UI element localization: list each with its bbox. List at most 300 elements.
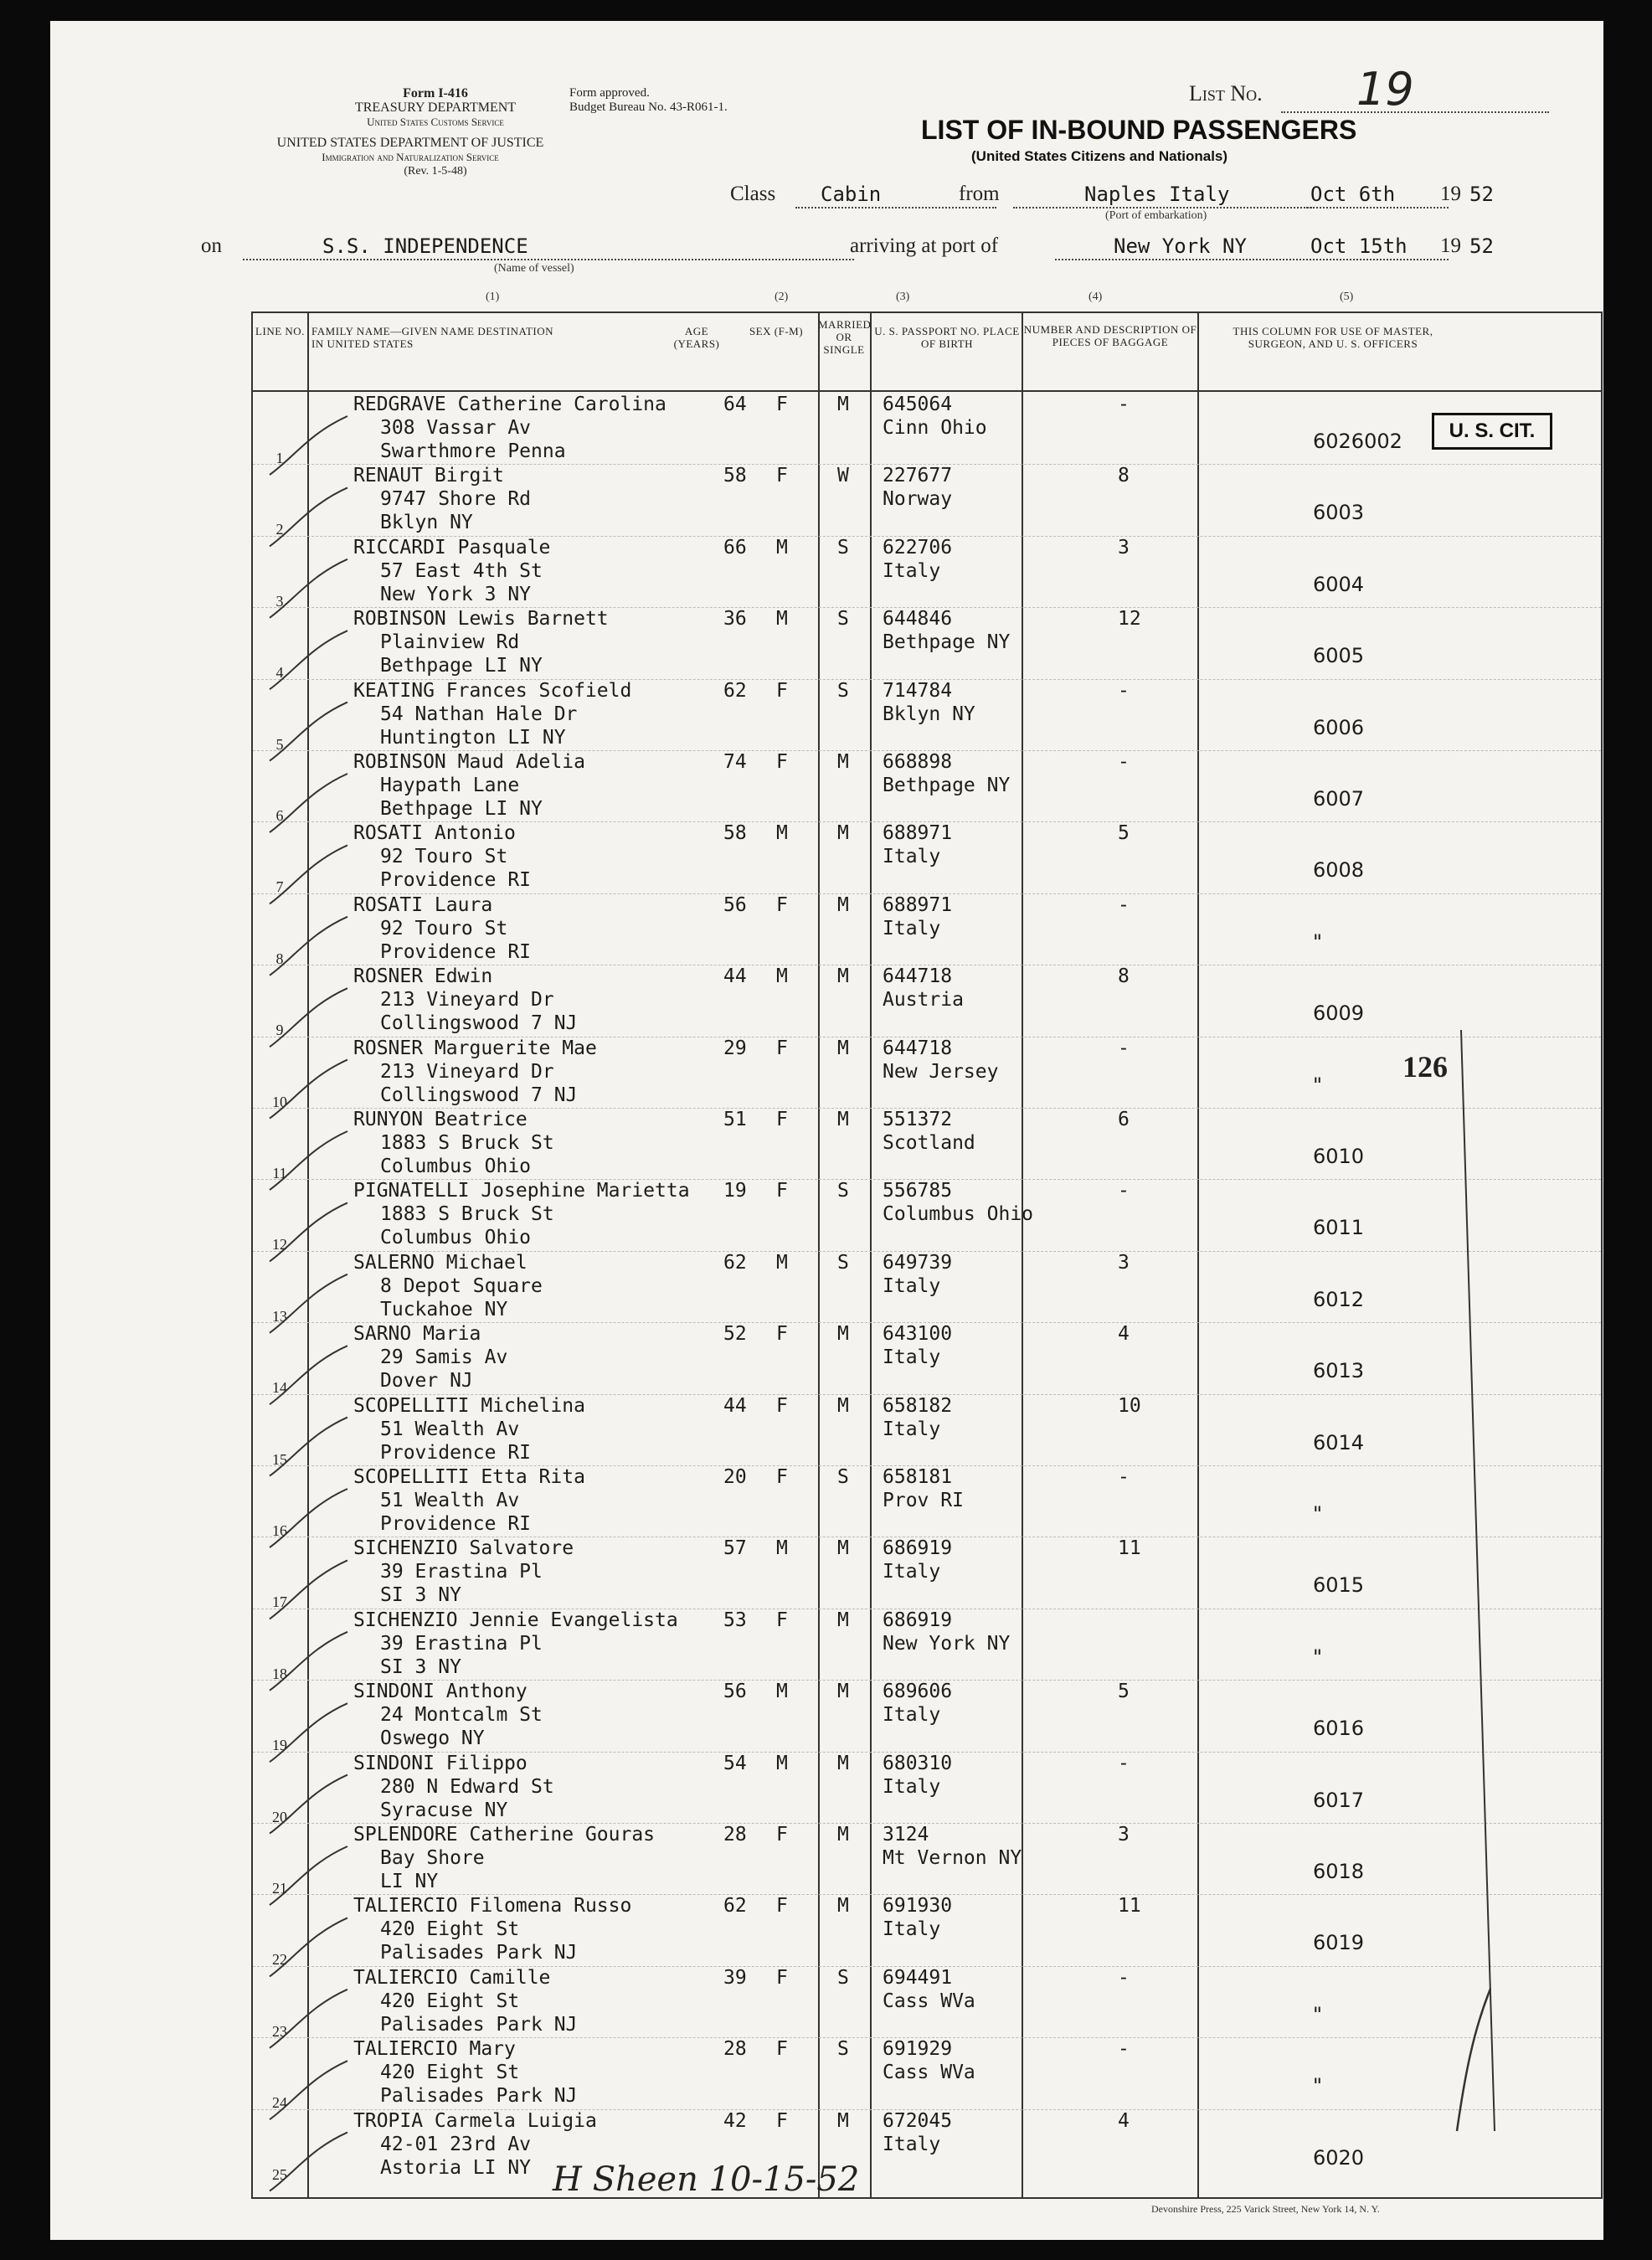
place-of-birth: Italy (883, 1274, 941, 1297)
officer-number: 6018 (1313, 1860, 1365, 1883)
passenger-city: New York 3 NY (380, 583, 532, 605)
passenger-name: ROSATI Laura (353, 893, 493, 916)
baggage-count: - (1118, 1466, 1130, 1488)
passenger-age: 36 (723, 608, 747, 631)
officer-number: 6003 (1313, 501, 1365, 525)
table-row (253, 1894, 1601, 1969)
officer-number: " (1313, 929, 1323, 954)
passenger-marital: S (837, 679, 849, 702)
passenger-age: 56 (723, 1681, 747, 1703)
place-of-birth: Italy (883, 846, 941, 868)
col-number-2: (2) (775, 291, 789, 303)
table-row (253, 536, 1601, 610)
passenger-name: SCOPELLITI Etta Rita (353, 1466, 585, 1488)
customs-service: United States Customs Service (367, 116, 504, 128)
list-no-label: List No. (1189, 81, 1263, 106)
officer-number: " (1313, 2002, 1323, 2026)
passenger-sex: F (776, 1466, 788, 1488)
passenger-sex: M (776, 822, 788, 845)
passenger-city: Bethpage LI NY (380, 655, 543, 677)
passenger-marital: M (837, 1752, 849, 1774)
table-row (253, 2037, 1601, 2112)
line-number: 23 (272, 2022, 287, 2040)
baggage-count: - (1118, 1966, 1130, 1989)
passenger-city: Collingswood 7 NJ (380, 1084, 578, 1106)
passenger-address: 280 N Edward St (380, 1775, 554, 1798)
passport-number: 688971 (883, 822, 953, 845)
passenger-address: 420 Eight St (380, 1918, 520, 1941)
passenger-marital: M (837, 893, 849, 916)
passenger-city: Providence RI (380, 940, 532, 963)
passenger-sex: M (776, 536, 788, 559)
passenger-marital: M (837, 2109, 849, 2132)
baggage-count: 5 (1118, 822, 1130, 845)
line-number: 5 (275, 735, 284, 753)
table-row (253, 1108, 1601, 1179)
officer-number: 6004 (1313, 572, 1365, 596)
line-number: 4 (275, 664, 284, 682)
baggage-count: 8 (1118, 465, 1130, 487)
officer-number: 6014 (1313, 1430, 1365, 1454)
passenger-address: 8 Depot Square (380, 1274, 543, 1297)
officer-number: 6006 (1313, 715, 1365, 739)
passenger-name: ROBINSON Maud Adelia (353, 751, 585, 773)
baggage-count: 3 (1118, 1251, 1130, 1274)
passenger-sex: F (776, 1824, 788, 1846)
officer-number: 6010 (1313, 1145, 1365, 1168)
passenger-marital: M (837, 1109, 849, 1130)
baggage-count: - (1118, 394, 1130, 415)
col-number-1: (1) (486, 291, 500, 303)
officer-number: 6005 (1313, 644, 1365, 668)
passenger-marital: S (837, 1251, 849, 1274)
passenger-sex: M (776, 1752, 788, 1774)
line-number: 24 (272, 2094, 287, 2112)
side-number: 126 (1402, 1050, 1448, 1084)
passenger-sex: M (776, 608, 788, 631)
passenger-name: SPLENDORE Catherine Gouras (353, 1824, 656, 1846)
baggage-count: - (1118, 1037, 1130, 1059)
officer-number: 6011 (1313, 1216, 1365, 1240)
passenger-sex: M (776, 1681, 788, 1703)
passenger-sex: F (776, 1323, 788, 1346)
table-row (253, 1037, 1601, 1108)
passenger-city: SI 3 NY (380, 1584, 461, 1607)
line-number: 20 (272, 1808, 287, 1825)
passenger-marital: S (837, 1180, 849, 1202)
place-of-birth: New York NY (883, 1632, 1011, 1655)
passenger-age: 19 (723, 1180, 747, 1202)
passenger-age: 28 (723, 2038, 747, 2061)
passenger-city: Bethpage LI NY (380, 798, 543, 820)
passenger-city: Astoria LI NY (380, 2156, 532, 2179)
table-row (253, 1322, 1601, 1397)
table-row (253, 1465, 1601, 1537)
passenger-city: Providence RI (380, 869, 532, 892)
table-row (253, 393, 1601, 464)
place-of-birth: Italy (883, 1918, 941, 1941)
passenger-name: SINDONI Anthony (353, 1681, 528, 1703)
officer-number: 6009 (1313, 1001, 1365, 1026)
passenger-city: SI 3 NY (380, 1655, 461, 1678)
passenger-name: SCOPELLITI Michelina (353, 1394, 585, 1417)
col-header-line: LINE NO. (255, 325, 305, 337)
passenger-name: ROSATI Antonio (353, 822, 516, 845)
passenger-name: KEATING Frances Scofield (353, 679, 632, 702)
line-number: 10 (272, 1093, 287, 1110)
passenger-sex: F (776, 1037, 788, 1059)
baggage-count: 11 (1118, 1537, 1141, 1560)
passport-number: 689606 (883, 1681, 953, 1703)
baggage-count: - (1118, 1180, 1130, 1202)
date-underline (1306, 207, 1449, 208)
passenger-sex: M (776, 965, 788, 988)
passport-number: 644718 (883, 965, 953, 988)
from-label: from (959, 183, 1000, 205)
arrival-year-prefix: 19 (1440, 234, 1461, 257)
passenger-address: 42-01 23rd Av (380, 2133, 532, 2155)
vessel-caption: (Name of vessel) (494, 262, 574, 275)
passenger-address: 1883 S Bruck St (380, 1132, 554, 1154)
on-label: on (201, 234, 222, 257)
passenger-sex: F (776, 679, 788, 702)
passenger-city: Palisades Park NJ (380, 2085, 578, 2108)
col-header-age: AGE (YEARS) (673, 325, 720, 350)
passenger-marital: M (837, 822, 849, 845)
form-number: Form I-416 (403, 86, 468, 100)
place-of-birth: New Jersey (883, 1060, 999, 1083)
officer-number: 6019 (1313, 1931, 1365, 1955)
place-of-birth: Bethpage NY (883, 775, 1011, 796)
table-row (253, 1251, 1601, 1325)
place-of-birth: Italy (883, 1704, 941, 1727)
passenger-name: SINDONI Filippo (353, 1752, 528, 1774)
passenger-name: ROBINSON Lewis Barnett (353, 608, 609, 631)
baggage-count: 4 (1118, 1323, 1130, 1346)
place-of-birth: Italy (883, 559, 941, 582)
passport-number: 645064 (883, 394, 953, 415)
line-number: 18 (272, 1665, 287, 1682)
passenger-city: Palisades Park NJ (380, 1942, 578, 1964)
place-of-birth: Prov RI (883, 1490, 964, 1511)
passenger-marital: M (837, 751, 849, 773)
passenger-age: 56 (723, 893, 747, 916)
passenger-city: Swarthmore Penna (380, 440, 566, 462)
passenger-address: Haypath Lane (380, 775, 520, 796)
officer-number: 6020 (1313, 2145, 1365, 2170)
table-row (253, 1537, 1601, 1611)
passport-number: 649739 (883, 1251, 953, 1274)
officer-number: " (1313, 2074, 1323, 2098)
passenger-marital: M (837, 1037, 849, 1059)
line-number: 21 (272, 1880, 287, 1897)
passenger-age: 57 (723, 1537, 747, 1560)
officer-number: 6012 (1313, 1287, 1365, 1311)
place-of-birth: Norway (883, 488, 953, 511)
passenger-sex: F (776, 1109, 788, 1130)
table-row (253, 2109, 1601, 2183)
passport-number: 694491 (883, 1966, 953, 1989)
baggage-count: 4 (1118, 2109, 1130, 2132)
baggage-count: 5 (1118, 1681, 1130, 1703)
passenger-age: 58 (723, 822, 747, 845)
passenger-marital: S (837, 536, 849, 559)
col-number-4: (4) (1088, 291, 1103, 303)
us-citizen-stamp: U. S. CIT. (1432, 413, 1552, 450)
passenger-name: PIGNATELLI Josephine Marietta (353, 1180, 690, 1202)
passenger-address: 92 Touro St (380, 846, 508, 868)
passenger-marital: M (837, 1394, 849, 1417)
table-row (253, 464, 1601, 538)
col-header-passport: U. S. PASSPORT NO. PLACE OF BIRTH (874, 325, 1020, 350)
passport-number: 714784 (883, 679, 953, 702)
passenger-city: Syracuse NY (380, 1799, 508, 1821)
officer-number: 6026002 (1313, 430, 1402, 453)
place-of-birth: Cass WVa (883, 1990, 975, 2012)
line-number: 19 (272, 1737, 287, 1754)
table-row (253, 607, 1601, 682)
baggage-count: - (1118, 2038, 1130, 2061)
passport-number: 644718 (883, 1037, 953, 1059)
passenger-sex: F (776, 751, 788, 773)
line-number: 2 (275, 521, 284, 538)
table-row (253, 821, 1601, 896)
passenger-sex: M (776, 1251, 788, 1274)
table-row (253, 893, 1601, 965)
officer-number: " (1313, 1073, 1323, 1097)
ins-service: Immigration and Naturalization Service (322, 151, 499, 163)
passenger-age: 20 (723, 1466, 747, 1488)
inspector-signature: H Sheen 10-15-52 (553, 2160, 860, 2199)
page-title: LIST OF IN-BOUND PASSENGERS (921, 115, 1357, 145)
class-underline (795, 207, 996, 208)
embarkation-year: 52 (1469, 183, 1494, 206)
passenger-name: REDGRAVE Catherine Carolina (353, 394, 666, 415)
officer-number: " (1313, 1502, 1323, 1526)
passenger-name: ROSNER Edwin (353, 965, 493, 988)
passenger-name: RICCARDI Pasquale (353, 536, 551, 559)
passenger-address: 57 East 4th St (380, 559, 543, 582)
passport-number: 3124 (883, 1824, 929, 1846)
table-row (253, 1966, 1601, 2040)
revision: (Rev. 1-5-48) (404, 165, 467, 178)
passport-number: 680310 (883, 1752, 953, 1774)
arrival-date: Oct 15th (1310, 234, 1408, 258)
place-of-birth: Columbus Ohio (883, 1203, 1034, 1226)
passenger-age: 29 (723, 1037, 747, 1059)
line-number: 15 (272, 1450, 287, 1468)
table-row (253, 1394, 1601, 1468)
embarkation-year-prefix: 19 (1440, 183, 1461, 205)
passenger-name: SICHENZIO Jennie Evangelista (353, 1609, 678, 1631)
passport-number: 691930 (883, 1895, 953, 1918)
passenger-marital: M (837, 1895, 849, 1918)
baggage-count: - (1118, 893, 1130, 916)
passenger-address: 1883 S Bruck St (380, 1203, 554, 1226)
embarkation-port: Naples Italy (1084, 183, 1230, 206)
place-of-birth: Italy (883, 1346, 941, 1369)
passenger-marital: M (837, 1609, 849, 1631)
passport-number: 643100 (883, 1323, 953, 1346)
table-row (253, 1680, 1601, 1754)
arriving-label: arriving at port of (850, 234, 999, 257)
passenger-city: Palisades Park NJ (380, 2013, 578, 2036)
passenger-city: Providence RI (380, 1513, 532, 1535)
passenger-sex: F (776, 1394, 788, 1417)
passenger-address: Plainview Rd (380, 631, 520, 654)
line-number: 11 (272, 1165, 287, 1181)
arrival-port: New York NY (1114, 234, 1247, 258)
line-number: 12 (272, 1236, 287, 1254)
from-underline (1013, 207, 1315, 208)
passenger-address: 29 Samis Av (380, 1346, 508, 1369)
justice-dept: UNITED STATES DEPARTMENT OF JUSTICE (276, 136, 544, 150)
passenger-marital: S (837, 2038, 849, 2061)
passenger-address: Bay Shore (380, 1847, 485, 1869)
passenger-table (251, 311, 1603, 2199)
line-number: 22 (272, 1951, 287, 1969)
passenger-age: 64 (723, 394, 747, 415)
place-of-birth: Italy (883, 2133, 941, 2155)
passenger-name: SICHENZIO Salvatore (353, 1537, 574, 1560)
line-number: 16 (272, 1522, 287, 1539)
passenger-age: 58 (723, 465, 747, 487)
port-caption: (Port of embarkation) (1105, 209, 1207, 222)
baggage-count: 6 (1118, 1109, 1130, 1130)
passenger-name: RUNYON Beatrice (353, 1109, 528, 1130)
baggage-count: - (1118, 751, 1130, 773)
passenger-sex: F (776, 1609, 788, 1631)
passenger-age: 74 (723, 751, 747, 773)
passenger-name: TALIERCIO Camille (353, 1966, 551, 1989)
baggage-count: - (1118, 1752, 1130, 1774)
passenger-marital: M (837, 1824, 849, 1846)
col-header-married: MARRIED OR SINGLE (818, 318, 872, 356)
place-of-birth: Italy (883, 917, 941, 940)
passenger-city: Tuckahoe NY (380, 1298, 508, 1320)
baggage-count: 3 (1118, 536, 1130, 559)
table-row (253, 1179, 1601, 1254)
officer-number: 6017 (1313, 1788, 1365, 1812)
passenger-age: 44 (723, 965, 747, 988)
passport-number: 556785 (883, 1180, 953, 1202)
line-number: 8 (275, 950, 284, 967)
passenger-address: 420 Eight St (380, 2062, 520, 2084)
table-row (253, 750, 1601, 824)
passport-number: 658181 (883, 1466, 953, 1488)
passenger-city: Collingswood 7 NJ (380, 1012, 578, 1035)
passenger-marital: S (837, 608, 849, 631)
line-number: 7 (275, 878, 284, 896)
place-of-birth: Austria (883, 989, 964, 1012)
place-of-birth: Scotland (883, 1132, 975, 1154)
passenger-name: TALIERCIO Mary (353, 2038, 516, 2061)
passenger-address: 92 Touro St (380, 917, 508, 940)
passenger-address: 54 Nathan Hale Dr (380, 703, 578, 725)
passenger-marital: S (837, 1966, 849, 1989)
line-number: 9 (275, 1022, 284, 1039)
passenger-age: 39 (723, 1966, 747, 1989)
officer-number: 6007 (1313, 787, 1365, 811)
passenger-city: Dover NJ (380, 1370, 473, 1393)
place-of-birth: Bethpage NY (883, 631, 1011, 654)
passenger-age: 53 (723, 1609, 747, 1631)
passport-number: 644846 (883, 608, 953, 631)
passport-number: 688971 (883, 893, 953, 916)
passport-number: 227677 (883, 465, 953, 487)
passenger-age: 62 (723, 1895, 747, 1918)
officer-number: 6008 (1313, 858, 1365, 883)
passenger-sex: F (776, 1180, 788, 1202)
passenger-name: TALIERCIO Filomena Russo (353, 1895, 632, 1918)
officer-number: 6016 (1313, 1717, 1365, 1741)
passport-number: 658182 (883, 1394, 953, 1417)
col-header-sex: SEX (F-M) (749, 325, 804, 337)
place-of-birth: Cinn Ohio (883, 417, 987, 439)
baggage-count: 12 (1118, 608, 1141, 631)
passenger-name: ROSNER Marguerite Mae (353, 1037, 597, 1059)
baggage-count: 8 (1118, 965, 1130, 988)
passenger-city: Providence RI (380, 1441, 532, 1464)
passenger-name: RENAUT Birgit (353, 465, 505, 487)
passenger-marital: M (837, 1323, 849, 1346)
officer-number: 6015 (1313, 1573, 1365, 1598)
class-label: Class (730, 183, 776, 205)
baggage-count: 3 (1118, 1824, 1130, 1846)
line-number: 3 (275, 592, 284, 610)
place-of-birth: Italy (883, 1775, 941, 1798)
line-number: 14 (272, 1379, 287, 1397)
list-no-value: 19 (1356, 63, 1414, 116)
page-subtitle: (United States Citizens and Nationals) (971, 148, 1228, 164)
line-number: 1 (275, 450, 284, 466)
passenger-address: 51 Wealth Av (380, 1490, 520, 1511)
class-value: Cabin (821, 183, 882, 206)
passenger-marital: M (837, 394, 849, 415)
passenger-sex: F (776, 1966, 788, 1989)
table-row (253, 965, 1601, 1039)
col-header-baggage: NUMBER AND DESCRIPTION OF PIECES OF BAGGAGE (1023, 323, 1197, 348)
table-row (253, 1752, 1601, 1823)
passenger-address: 24 Montcalm St (380, 1704, 543, 1727)
passenger-age: 54 (723, 1752, 747, 1774)
line-number: 25 (272, 2165, 287, 2183)
passenger-sex: M (776, 1537, 788, 1560)
passenger-marital: S (837, 1466, 849, 1488)
passenger-address: 420 Eight St (380, 1990, 520, 2012)
table-row (253, 1609, 1601, 1680)
arrival-underline (1055, 259, 1449, 260)
passenger-marital: M (837, 1681, 849, 1703)
officer-number: " (1313, 1645, 1323, 1669)
passport-number: 672045 (883, 2109, 953, 2132)
place-of-birth: Italy (883, 1418, 941, 1440)
passenger-age: 52 (723, 1323, 747, 1346)
passenger-marital: M (837, 1537, 849, 1560)
passenger-age: 62 (723, 1251, 747, 1274)
passenger-address: 308 Vassar Av (380, 417, 532, 439)
line-number: 13 (272, 1307, 287, 1325)
passenger-address: 39 Erastina Pl (380, 1632, 543, 1655)
printer-footer: Devonshire Press, 225 Varick Street, New York 14, N. Y. (1151, 2203, 1380, 2215)
budget-bureau: Budget Bureau No. 43-R061-1. (569, 100, 728, 114)
passport-number: 551372 (883, 1109, 953, 1130)
baggage-count: 10 (1118, 1394, 1141, 1417)
passenger-city: Columbus Ohio (380, 1227, 532, 1249)
baggage-count: - (1118, 679, 1130, 702)
passenger-city: LI NY (380, 1871, 439, 1892)
passenger-sex: F (776, 2038, 788, 2061)
